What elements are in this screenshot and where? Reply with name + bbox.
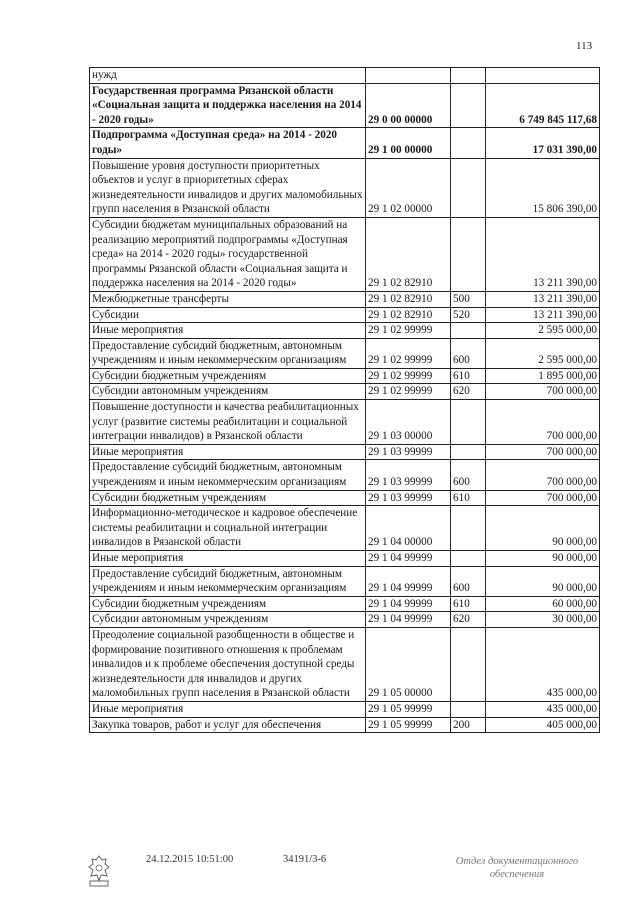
row-vr-cell	[451, 83, 486, 128]
table-row	[90, 368, 600, 384]
row-vr-cell	[451, 128, 486, 158]
row-vr-cell	[451, 701, 486, 717]
row-code-cell: 29 1 00 00000	[366, 128, 451, 158]
table-row	[90, 307, 600, 323]
row-sum-cell: 1 895 000,00	[486, 368, 600, 384]
row-name-cell: Субсидии бюджетным учреждениям	[90, 596, 366, 612]
row-name-cell: Предоставление субсидий бюджетным, автономным учреждениям и иным некоммерческим организациям	[90, 566, 366, 596]
row-sum-cell: 6 749 845 117,68	[486, 83, 600, 128]
row-name-cell: Субсидии автономным учреждениям	[90, 612, 366, 628]
row-sum-cell: 90 000,00	[486, 566, 600, 596]
row-code-cell: 29 1 04 99999	[366, 551, 451, 567]
table-row	[90, 217, 600, 291]
row-vr-cell: 610	[451, 596, 486, 612]
row-name-cell: нужд	[90, 68, 366, 84]
table-row	[90, 158, 600, 217]
row-sum-cell: 13 211 390,00	[486, 307, 600, 323]
row-vr-cell	[451, 68, 486, 84]
row-code-cell: 29 1 03 00000	[366, 400, 451, 445]
row-code-cell	[366, 68, 451, 84]
row-vr-cell	[451, 158, 486, 217]
row-name-cell: Повышение уровня доступности приоритетных объектов и услуг в приоритетных сферах жизнедеятельности инвалидов и других маломобильных групп населения в Рязанской области	[90, 158, 366, 217]
department-stamp: Отдел документационного обеспечения	[455, 856, 579, 880]
row-sum-cell: 700 000,00	[486, 400, 600, 445]
table-row	[90, 566, 600, 596]
table-row	[90, 551, 600, 567]
table-row	[90, 128, 600, 158]
row-sum-cell: 13 211 390,00	[486, 291, 600, 307]
row-sum-cell: 15 806 390,00	[486, 158, 600, 217]
table-row	[90, 323, 600, 339]
row-vr-cell: 620	[451, 612, 486, 628]
budget-table	[89, 67, 600, 733]
row-code-cell: 29 1 04 99999	[366, 612, 451, 628]
row-name-cell: Иные мероприятия	[90, 551, 366, 567]
row-sum-cell: 405 000,00	[486, 717, 600, 733]
row-sum-cell: 90 000,00	[486, 551, 600, 567]
row-code-cell: 29 1 02 99999	[366, 323, 451, 339]
table-row	[90, 291, 600, 307]
row-code-cell: 29 1 04 99999	[366, 566, 451, 596]
row-sum-cell: 60 000,00	[486, 596, 600, 612]
table-row	[90, 717, 600, 733]
row-sum-cell: 2 595 000,00	[486, 338, 600, 368]
page-number: 113	[576, 40, 593, 52]
row-name-cell: Субсидии бюджетным учреждениям	[90, 490, 366, 506]
row-sum-cell: 30 000,00	[486, 612, 600, 628]
budget-table-body	[90, 68, 600, 733]
row-name-cell: Государственная программа Рязанской области «Социальная защита и поддержка населения на 2014 - 2020 годы»	[90, 83, 366, 128]
row-name-cell: Субсидии бюджетам муниципальных образований на реализацию мероприятий подпрограммы «Доступная среда» на 2014 - 2020 годы» государственной программы Рязанской области «Социальная защита и поддержка населения на 2014 - 2020 годы»	[90, 217, 366, 291]
footer-datetime: 24.12.2015 10:51:00	[146, 854, 234, 865]
table-row	[90, 627, 600, 701]
row-vr-cell: 610	[451, 490, 486, 506]
row-sum-cell: 90 000,00	[486, 506, 600, 551]
row-vr-cell: 500	[451, 291, 486, 307]
row-vr-cell	[451, 323, 486, 339]
row-vr-cell	[451, 217, 486, 291]
table-row	[90, 701, 600, 717]
row-name-cell: Повышение доступности и качества реабилитационных услуг (развитие системы реабилитации и социальной интеграции инвалидов) в Рязанской области	[90, 400, 366, 445]
row-sum-cell: 700 000,00	[486, 384, 600, 400]
table-row	[90, 384, 600, 400]
row-name-cell: Иные мероприятия	[90, 444, 366, 460]
coat-of-arms-icon	[84, 854, 114, 888]
table-row	[90, 612, 600, 628]
row-sum-cell	[486, 68, 600, 84]
table-row	[90, 460, 600, 490]
row-code-cell: 29 1 02 00000	[366, 158, 451, 217]
row-sum-cell: 2 595 000,00	[486, 323, 600, 339]
row-vr-cell: 600	[451, 338, 486, 368]
row-code-cell: 29 1 05 99999	[366, 701, 451, 717]
row-code-cell: 29 1 02 99999	[366, 384, 451, 400]
row-code-cell: 29 0 00 00000	[366, 83, 451, 128]
row-vr-cell	[451, 551, 486, 567]
row-vr-cell	[451, 627, 486, 701]
row-name-cell: Субсидии автономным учреждениям	[90, 384, 366, 400]
table-row	[90, 83, 600, 128]
row-name-cell: Субсидии	[90, 307, 366, 323]
row-code-cell: 29 1 02 99999	[366, 368, 451, 384]
row-sum-cell: 435 000,00	[486, 701, 600, 717]
row-name-cell: Межбюджетные трансферты	[90, 291, 366, 307]
row-name-cell: Предоставление субсидий бюджетным, автономным учреждениям и иным некоммерческим организациям	[90, 338, 366, 368]
table-row	[90, 444, 600, 460]
row-name-cell: Преодоление социальной разобщенности в обществе и формирование позитивного отношения к проблемам инвалидов и к проблеме обеспечения доступной среды жизнедеятельности для инвалидов и других маломобильных групп населения в Рязанской области	[90, 627, 366, 701]
row-sum-cell: 700 000,00	[486, 460, 600, 490]
row-vr-cell: 620	[451, 384, 486, 400]
row-vr-cell	[451, 444, 486, 460]
row-code-cell: 29 1 05 00000	[366, 627, 451, 701]
row-code-cell: 29 1 02 99999	[366, 338, 451, 368]
row-name-cell: Иные мероприятия	[90, 323, 366, 339]
row-sum-cell: 700 000,00	[486, 444, 600, 460]
row-sum-cell: 17 031 390,00	[486, 128, 600, 158]
row-sum-cell: 435 000,00	[486, 627, 600, 701]
row-code-cell: 29 1 04 00000	[366, 506, 451, 551]
table-row	[90, 68, 600, 84]
table-row	[90, 596, 600, 612]
row-vr-cell	[451, 506, 486, 551]
row-code-cell: 29 1 03 99999	[366, 444, 451, 460]
row-vr-cell: 600	[451, 566, 486, 596]
row-vr-cell: 520	[451, 307, 486, 323]
row-sum-cell: 13 211 390,00	[486, 217, 600, 291]
row-vr-cell: 200	[451, 717, 486, 733]
row-code-cell: 29 1 05 99999	[366, 717, 451, 733]
table-row	[90, 490, 600, 506]
row-code-cell: 29 1 02 82910	[366, 307, 451, 323]
table-row	[90, 338, 600, 368]
row-code-cell: 29 1 03 99999	[366, 490, 451, 506]
table-row	[90, 506, 600, 551]
row-vr-cell	[451, 400, 486, 445]
row-code-cell: 29 1 02 82910	[366, 291, 451, 307]
row-name-cell: Субсидии бюджетным учреждениям	[90, 368, 366, 384]
row-vr-cell: 600	[451, 460, 486, 490]
row-name-cell: Подпрограмма «Доступная среда» на 2014 - 2020 годы»	[90, 128, 366, 158]
row-sum-cell: 700 000,00	[486, 490, 600, 506]
footer-doc-number: 34191/3-6	[283, 854, 327, 865]
row-code-cell: 29 1 02 82910	[366, 217, 451, 291]
row-name-cell: Информационно-методическое и кадровое обеспечение системы реабилитации и социальной интеграции инвалидов в Рязанской области	[90, 506, 366, 551]
row-name-cell: Иные мероприятия	[90, 701, 366, 717]
row-name-cell: Предоставление субсидий бюджетным, автономным учреждениям и иным некоммерческим организациям	[90, 460, 366, 490]
row-code-cell: 29 1 04 99999	[366, 596, 451, 612]
row-code-cell: 29 1 03 99999	[366, 460, 451, 490]
row-vr-cell: 610	[451, 368, 486, 384]
row-name-cell: Закупка товаров, работ и услуг для обеспечения	[90, 717, 366, 733]
table-row	[90, 400, 600, 445]
